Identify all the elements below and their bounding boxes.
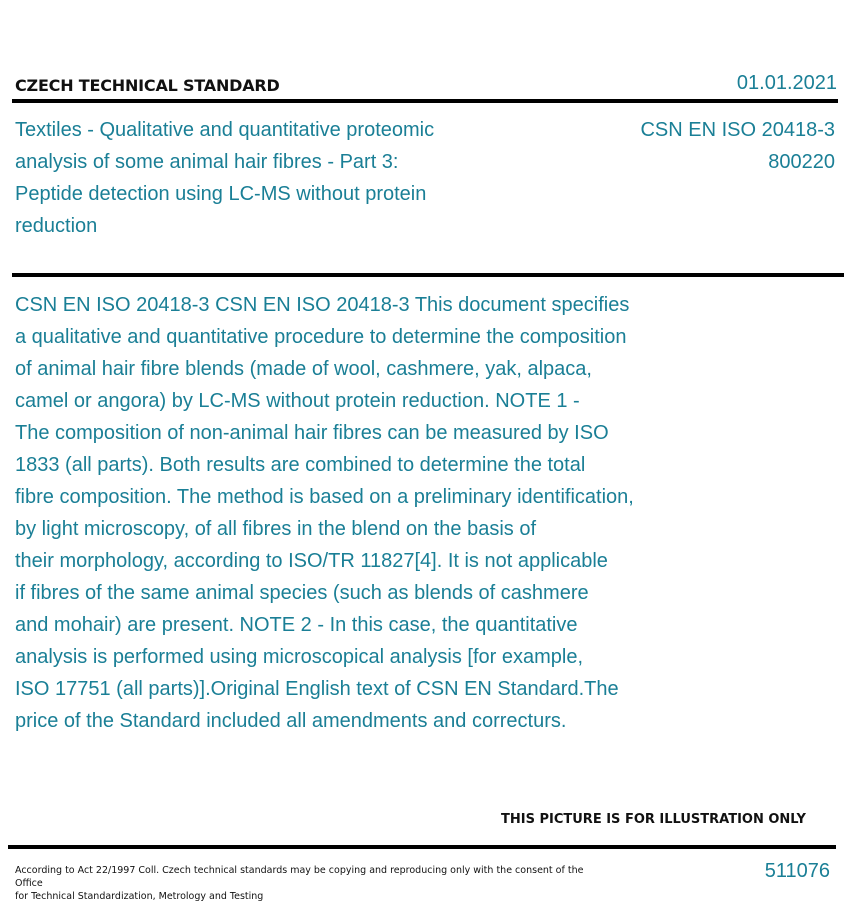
standard-identifier bbox=[640, 114, 835, 178]
standard-title: Textiles - Qualitative and quantitative proteomic analysis of some animal hair fibres - Part 3: Peptide detection using LC-MS without protein reduction bbox=[15, 119, 435, 237]
standard-description: CSN EN ISO 20418-3 CSN EN ISO 20418-3 This document specifies a qualitative and quantitative procedure to determine the composition of animal hair fibre blends (made of wool, cashmere, yak, alpaca, camel or angora) by LC-MS without protein reduction. NOTE 1 - The composition of non-animal hair fibres can be measured by ISO 1833 (all parts). Both results are combined to determine the total fibre composition. The method is based on a preliminary identification, by light microscopy, of all fibres in the blend on the basis of their morphology, according to ISO/TR 11827[4]. It is not applicable if fibres of the same animal species (such as blends of cashmere and mohair) are present. NOTE 2 - In this case, the quantitative analysis is performed using microscopical analysis [for example, ISO 17751 (all parts)].Original English text of CSN EN Standard.The price of the Standard included all amendments and correcturs. bbox=[15, 294, 634, 732]
document-type-label: CZECH TECHNICAL STANDARD bbox=[15, 76, 280, 95]
footer-divider bbox=[8, 845, 836, 849]
standard-number: CSN EN ISO 20418-3 bbox=[640, 119, 835, 141]
legal-notice: According to Act 22/1997 Coll. Czech technical standards may be copying and reproducing only with the consent of the Office for Technical Standardization, Metrology and Testing bbox=[15, 865, 584, 902]
title-divider bbox=[12, 273, 844, 277]
publication-date: 01.01.2021 bbox=[736, 72, 837, 94]
classification-code: 800220 bbox=[768, 151, 835, 173]
catalog-code: 511076 bbox=[764, 860, 830, 882]
illustration-disclaimer: THIS PICTURE IS FOR ILLUSTRATION ONLY bbox=[501, 812, 806, 827]
header-divider bbox=[12, 99, 838, 103]
